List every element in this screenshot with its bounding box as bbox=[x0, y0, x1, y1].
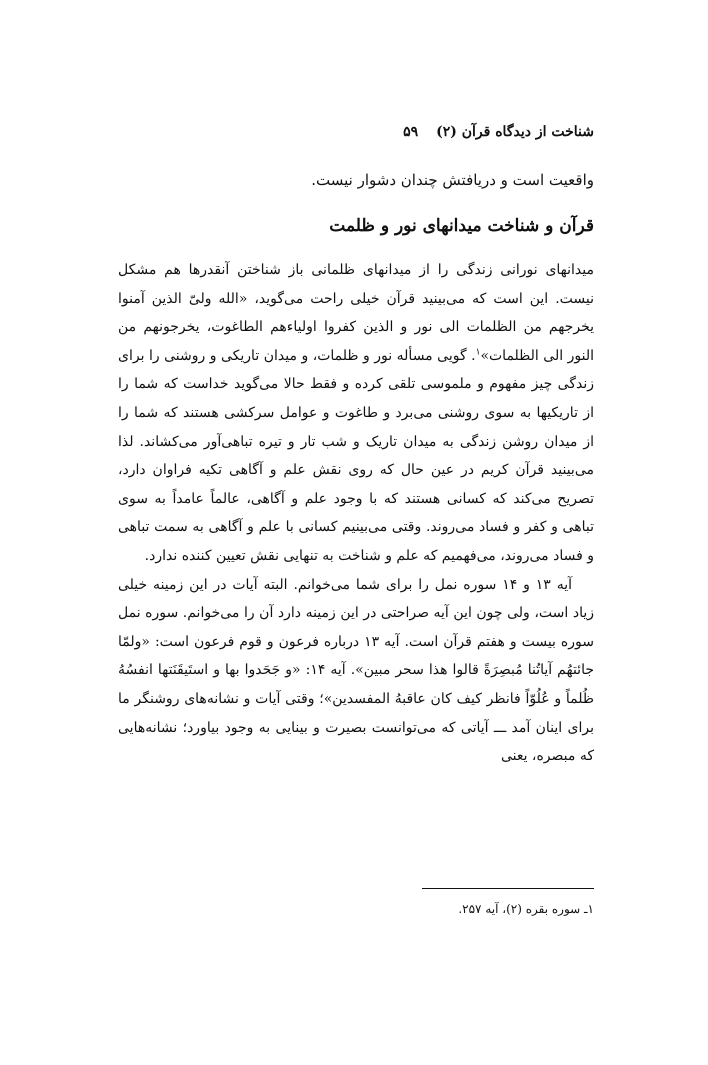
paragraph-1 bbox=[118, 256, 594, 571]
footnote: ۱ـ سوره بقره (۲)، آیه ۲۵۷. bbox=[458, 902, 594, 916]
paragraph-1-text-b: . گویی مسأله نور و ظلمات، و میدان تاریکی و روشنی را برای زندگی چیز مفهوم و ملموسی تلقی کرده و فقط حالا می‌گوید خداست که شما را از تاریکیها به سوی روشنی می‌برد و طاغوت و عوامل سرکشی هستند که شما را از میدان روشن زندگی به میدان تاریک و شب تار و تیره تباهی‌آور می‌کشاند. لذا می‌بینید قرآن کریم در عین حال که روی نقش علم و آگاهی تکیه فراوان دارد، تصریح می‌کند که کسانی هستند که با وجود علم و آگاهی، عالماً عامداً به سوی تباهی و کفر و فساد می‌روند. وقتی می‌بینیم کسانی با علم و آگاهی به سمت تباهی و فساد می‌روند، می‌فهمیم که علم و شناخت به تنهایی نقش تعیین کننده ندارد. bbox=[118, 347, 594, 564]
running-title: شناخت از دیدگاه قرآن (۲) bbox=[436, 124, 594, 140]
page-header bbox=[118, 120, 594, 144]
paragraph-2: آیه ۱۳ و ۱۴ سوره نمل را برای شما می‌خوانم. البته آیات در این زمینه خیلی زیاد است، ولی چون این آیه صراحتی در این زمینه دارد آن را می‌خوانم. سوره نمل سوره بیست و هفتم قرآن است. آیه ۱۳ درباره فرعون و قوم فرعون است: «ولمّا جائتهُم آیاتُنا مُبصِرَةً قالوا هذا سحر مبین». آیه ۱۴: «و جَحَدوا بها و استَیقَنَتها انفسُهُ ظُلماً و عُلُوّاً فانظر کیف کان عاقبهُ المفسدین»؛ وقتی آیات و نشانه‌های روشنگر ما برای اینان آمد ـــ آیاتی که می‌توانست بصیرت و بینایی به وجود بیاورد؛ نشانه‌هایی که مبصره، یعنی bbox=[118, 576, 594, 765]
paragraph-1-text-a: میدانهای نورانی زندگی را از میدانهای ظلمانی باز شناختن آنقدرها هم مشکل نیست. این است که می‌بینید قرآن خیلی راحت می‌گوید، «الله ولیّ الذین آمنوا یخرجهم من الظلمات الی نور و الذین کفروا اولیاءهم الطاغوت، یخرجونهم من النور الی الظلمات» bbox=[118, 262, 594, 364]
section-title: قرآن و شناخت میدانهای نور و ظلمت bbox=[329, 216, 594, 236]
footnote-divider bbox=[422, 888, 594, 889]
body-text bbox=[118, 256, 594, 771]
page-number: ۵۹ bbox=[403, 124, 419, 140]
footnote-reference: ۱ bbox=[475, 347, 481, 358]
intro-line: واقعیت است و دریافتش چندان دشوار نیست. bbox=[311, 171, 594, 189]
